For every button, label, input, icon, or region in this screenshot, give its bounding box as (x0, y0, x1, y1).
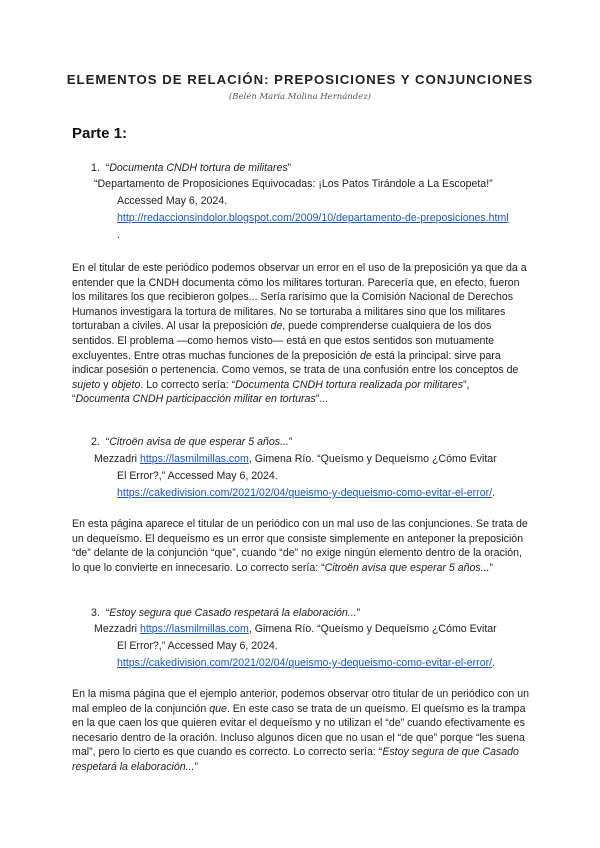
item-2-headline-text: Citroën avisa de que esperar 5 años... (109, 436, 289, 448)
item-3-url-line: https://cakedivision.com/2021/02/04/queismo-y-dequeismo-como-evitar-el-error/. (117, 657, 496, 669)
item-1-headline-text: Documenta CNDH tortura de militares (109, 162, 288, 174)
paragraph-1: En el titular de este periódico podemos observar un error en el uso de la preposición ya que da a entender que la CNDH documenta cómo los militares torturan. Parecería que, en efecto, fueron los militares los que recibieron golpes... Sería rarísimo que la Comisión Nacional de Derechos Humanos investigara la tortura de militares. No se torturaba a militares sino que los militares torturaban a civiles. Al usar la preposición de, puede comprenderse cualquiera de los dos sentidos. El problema —como hemos visto— está en que estos sentidos son mutuamente excluyentes. Entre otras muchas funciones de la preposición de está la principal: sirve para indicar posesión o pertenencia. Como vemos, se trata de una confusión entre los conceptos de sujeto y objeto. Lo correcto sería: “Documenta CNDH tortura realizada por militares”, “Documenta CNDH participacción militar en torturas”... (72, 262, 527, 406)
item-2-url-line: https://cakedivision.com/2021/02/04/queismo-y-dequeismo-como-evitar-el-error/. (117, 487, 496, 499)
item-2-accessed: El Error?,” Accessed May 6, 2024. (117, 470, 278, 482)
item-1-accessed: Accessed May 6, 2024. (117, 195, 228, 207)
item-1-reference-title: “Departamento de Proposiciones Equivocadas: ¡Los Patos Tirándole a La Escopeta!” (94, 178, 493, 190)
correction-2: Citroën avisa que esperar 5 años... (324, 561, 490, 574)
document-title: ELEMENTOS DE RELACIÓN: PREPOSICIONES Y CONJUNCIONES (66, 72, 534, 87)
item-2-headline: 2. “Citroën avisa de que esperar 5 años...” (91, 436, 293, 448)
item-2-number: 2. (91, 436, 100, 448)
paragraph-3: En la misma página que el ejemplo anterior, podemos observar otro titular de un periódico con un mal empleo de la conjunción que. En este caso se trata de un queísmo. El queísmo es la trampa en la que caen los que quieren evitar el dequeísmo y no utilizan el “de” cuando efectivamente es necesario dentro de la oración. Incluso algunos dicen que no usan el “de que” porque “les suena mal”, pero lo cierto es que cuando es correcto. Lo correcto sería: “Estoy segura de que Casado respetará la elaboración...” (72, 688, 529, 773)
item-2-site-link[interactable]: https://lasmilmillas.com (139, 453, 249, 465)
document-author: (Belén María Molina Hernández) (228, 92, 372, 102)
item-1-url-link[interactable]: http://redaccionsindolor.blogspot.com/2009/10/departamento-de-preposiciones.html (117, 212, 509, 224)
item-1-url-line (117, 211, 509, 226)
item-3-headline-text: Estoy segura que Casado respetará la elaboración... (109, 607, 357, 619)
item-1-number: 1. (91, 162, 100, 174)
correction-1b: Documenta CNDH participacción militar en torturas (75, 393, 316, 406)
item-1-end: . (117, 229, 120, 241)
item-2-url-link[interactable]: https://cakedivision.com/2021/02/04/queismo-y-dequeismo-como-evitar-el-error/ (117, 487, 493, 499)
item-2-reference: Mezzadri https://lasmilmillas.com, Gimena Río. “Queísmo y Dequeísmo ¿Cómo Evitar (94, 453, 497, 465)
item-1-headline: 1. “Documenta CNDH tortura de militares” (91, 162, 292, 174)
item-3-headline: 3. “Estoy segura que Casado respetará la elaboración...” (91, 607, 361, 619)
paragraph-2: En esta página aparece el titular de un periódico con un mal uso de las conjunciones. Se trata de un dequeísmo. El dequeísmo es un error que consiste simplemente en anteponer la preposición “de” delante de la conjunción “que”, cuando “de” no exige ningún elemento dentro de la oración, lo que lo convierte en innecesario. Lo correcto sería: “Citroën avisa que esperar 5 años...” (72, 518, 528, 574)
item-3-accessed: El Error?,” Accessed May 6, 2024. (117, 640, 278, 652)
item-3-reference: Mezzadri https://lasmilmillas.com, Gimena Río. “Queísmo y Dequeísmo ¿Cómo Evitar (94, 623, 497, 635)
item-3-site-link[interactable]: https://lasmilmillas.com (139, 623, 249, 635)
item-3-url-link[interactable]: https://cakedivision.com/2021/02/04/queismo-y-dequeismo-como-evitar-el-error/ (117, 657, 493, 669)
item-3-number: 3. (91, 607, 100, 619)
correction-3: Estoy segura de que Casado respetará la elaboración... (72, 746, 519, 773)
correction-1a: Documenta CNDH tortura realizada por militares (235, 378, 463, 391)
part-heading: Parte 1: (72, 125, 128, 142)
